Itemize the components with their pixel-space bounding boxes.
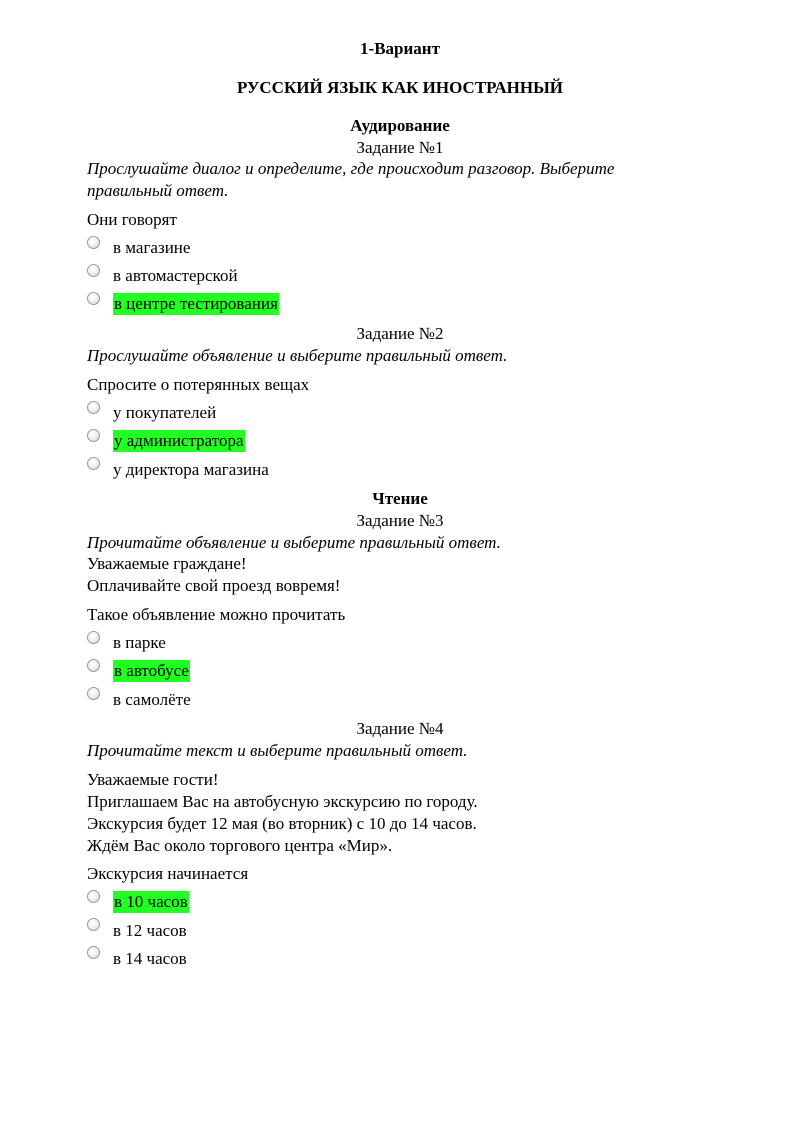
task1-instruction-line1: Прослушайте диалог и определите, где происходит разговор. Выберите bbox=[87, 159, 615, 178]
task4-option1-label-correct: в 10 часов bbox=[114, 892, 188, 911]
task3-text-line1: Уважаемые граждане! bbox=[87, 554, 247, 573]
task2-option3-radio[interactable] bbox=[87, 457, 100, 470]
task1-option3-radio[interactable] bbox=[87, 292, 100, 305]
task1-instruction-line2: правильный ответ. bbox=[87, 181, 229, 200]
task2-option1-radio[interactable] bbox=[87, 401, 100, 414]
task3-question: Такое объявление можно прочитать bbox=[87, 605, 346, 624]
task1-option1-label: в магазине bbox=[113, 238, 191, 257]
section-title-listening: Аудирование bbox=[350, 116, 450, 135]
task2-question: Спросите о потерянных вещах bbox=[87, 375, 310, 394]
task3-option2-label-correct: в автобусе bbox=[114, 661, 189, 680]
task2-option3-label: у директора магазина bbox=[113, 460, 269, 479]
task4-option2-label: в 12 часов bbox=[113, 921, 187, 940]
task4-text-line1: Уважаемые гости! bbox=[87, 770, 219, 789]
task1-option2-label: в автомастерской bbox=[113, 266, 238, 285]
task4-text-line2: Приглашаем Вас на автобусную экскурсию по городу. bbox=[87, 792, 478, 811]
task2-option2-label-correct: у администратора bbox=[114, 431, 244, 450]
task4-text-line4: Ждём Вас около торгового центра «Мир». bbox=[87, 836, 393, 855]
task4-title: Задание №4 bbox=[356, 719, 444, 738]
task1-question: Они говорят bbox=[87, 210, 177, 229]
task3-title: Задание №3 bbox=[356, 511, 444, 530]
task2-option2-radio[interactable] bbox=[87, 429, 100, 442]
subject-title: РУССКИЙ ЯЗЫК КАК ИНОСТРАННЫЙ bbox=[236, 78, 564, 97]
task1-option2-radio[interactable] bbox=[87, 264, 100, 277]
task4-option2-radio[interactable] bbox=[87, 918, 100, 931]
task4-option3-radio[interactable] bbox=[87, 946, 100, 959]
task4-option1-radio[interactable] bbox=[87, 890, 100, 903]
task2-instruction: Прослушайте объявление и выберите правильный ответ. bbox=[87, 346, 508, 365]
task2-title: Задание №2 bbox=[356, 324, 444, 343]
task3-text-line2: Оплачивайте свой проезд вовремя! bbox=[87, 576, 341, 595]
task4-instruction: Прочитайте текст и выберите правильный ответ. bbox=[87, 741, 468, 760]
task4-text-line3: Экскурсия будет 12 мая (во вторник) с 10 до 14 часов. bbox=[87, 814, 477, 833]
task4-option3-label: в 14 часов bbox=[113, 949, 187, 968]
task1-option3-label-correct: в центре тестирования bbox=[114, 294, 278, 313]
task2-option1-label: у покупателей bbox=[113, 403, 217, 422]
task3-option1-radio[interactable] bbox=[87, 631, 100, 644]
task4-question: Экскурсия начинается bbox=[87, 864, 249, 883]
task1-option1-radio[interactable] bbox=[87, 236, 100, 249]
task3-option1-label: в парке bbox=[113, 633, 166, 652]
task3-option3-label: в самолёте bbox=[113, 690, 191, 709]
variant-title: 1-Вариант bbox=[360, 39, 440, 58]
task3-option3-radio[interactable] bbox=[87, 687, 100, 700]
task1-title: Задание №1 bbox=[356, 138, 444, 157]
task3-instruction: Прочитайте объявление и выберите правильный ответ. bbox=[87, 533, 501, 552]
task3-option2-radio[interactable] bbox=[87, 659, 100, 672]
section-title-reading: Чтение bbox=[372, 489, 428, 508]
